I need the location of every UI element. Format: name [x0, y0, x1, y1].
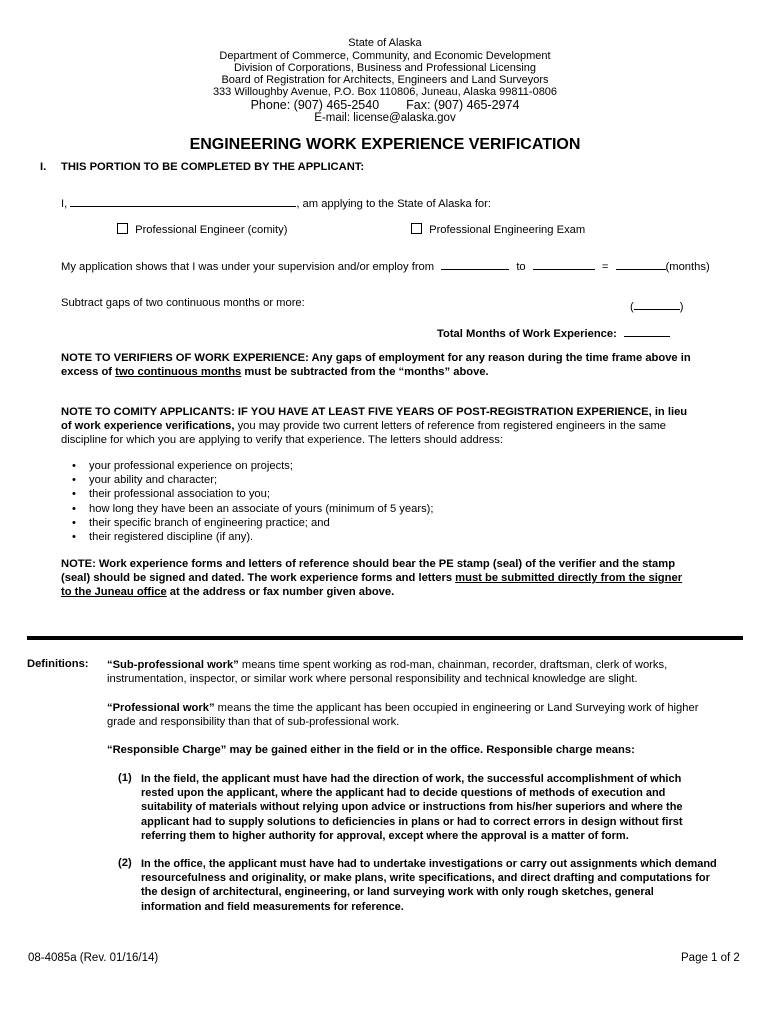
header-division: Division of Corporations, Business and Professional Licensing [233, 62, 537, 74]
def-item2-number: (2) [118, 857, 132, 869]
note-stamp [61, 557, 751, 600]
option-comity[interactable] [117, 223, 287, 236]
equals-label: = [601, 261, 609, 273]
note-comity-rest: you may provide two current letters of reference from registered engineers in the same [234, 420, 667, 433]
def-item1-line: In the field, the applicant must have had the direction of work, the successful accomplishment of which [141, 773, 682, 785]
header-department: Department of Commerce, Community, and Economic Development [219, 50, 551, 62]
def-subprofessional [107, 658, 743, 686]
paren-close: ) [679, 301, 684, 313]
note-stamp-text-end: at the address or fax number given above. [166, 586, 395, 599]
note-comity-line3: discipline for which you are applying to verify that experience. The letters should address: [61, 434, 503, 447]
def-prof-term: “Professional work” [107, 702, 215, 714]
def-responsible-heading: “Responsible Charge” may be gained either in the field or in the office. Responsible charge means: [107, 744, 635, 756]
section-heading: THIS PORTION TO BE COMPLETED BY THE APPLICANT: [61, 161, 365, 173]
header-phone: Phone: (907) 465-2540 [250, 98, 380, 112]
def-subprof-line1 [107, 658, 743, 672]
list-item: • their registered discipline (if any). [72, 530, 434, 544]
note-verifiers-text-end: must be subtracted from the “months” above. [241, 366, 489, 379]
def-prof-line2: grade and responsibility than that of sub-professional work. [107, 716, 400, 729]
def-subprof-line2: instrumentation, inspector, or similar work where personal responsibility and technical knowledge are slight. [107, 673, 638, 686]
from-date-field[interactable] [441, 257, 509, 270]
subtract-text: Subtract gaps of two continuous months or more: [61, 297, 305, 309]
supervision-line [61, 257, 710, 273]
def-item1-line: suitability of materials without relying upon advice or instructions from his/her superiors and where the [141, 801, 683, 814]
def-prof-text1: means the time the applicant has been occupied in engineering or Land Surveying work of higher [214, 702, 699, 714]
header-board: Board of Registration for Architects, Engineers and Land Surveyors [221, 74, 549, 86]
total-months-field[interactable] [624, 324, 670, 337]
form-number: 08-4085a (Rev. 01/16/14) [28, 952, 159, 964]
def-item2-line: information and field measurements for reference. [141, 900, 404, 913]
list-item: • your ability and character; [72, 473, 434, 487]
header-email: E-mail: license@alaska.gov [314, 112, 456, 124]
list-item: • their specific branch of engineering practice; and [72, 516, 434, 530]
def-item2-line: resourcefulness and originality, or make plans, write specifications, and direct drafting and computations for [141, 872, 710, 885]
def-item2-line: the design of architectural, engineering, or land surveying work with only rough sketches, general [141, 886, 654, 899]
section-number: I. [40, 161, 47, 173]
exam-label: Professional Engineering Exam [429, 224, 586, 236]
def-item2-line: In the office, the applicant must have had to undertake investigations or carry out assignments which demand [141, 858, 717, 870]
header-address: 333 Willoughby Avenue, P.O. Box 110806, Juneau, Alaska 99811-0806 [212, 86, 558, 98]
to-date-field[interactable] [533, 257, 595, 270]
total-line [437, 324, 670, 340]
def-item1-line: rested upon the applicant, where the applicant had to decide questions of methods of execution and [141, 787, 666, 800]
note-verifiers-text: excess of [61, 366, 116, 379]
def-item1-number: (1) [118, 772, 132, 784]
to-label: to [516, 261, 526, 273]
gaps-months-field[interactable] [634, 297, 680, 310]
note-stamp-underlined-2: to the Juneau office [61, 586, 167, 599]
applicant-line [61, 194, 491, 210]
note-verifiers-line1: NOTE TO VERIFIERS OF WORK EXPERIENCE: Any gaps of employment for any reason during the time frame above in [61, 352, 691, 364]
note-stamp-underlined: must be submitted directly from the signer [455, 572, 683, 585]
note-comity-line2 [61, 419, 751, 433]
exam-checkbox[interactable] [411, 223, 422, 234]
def-professional [107, 701, 743, 729]
def-prof-line1 [107, 701, 743, 715]
applicant-prefix: I, [61, 198, 68, 210]
def-item1 [141, 772, 743, 843]
comity-checkbox[interactable] [117, 223, 128, 234]
note-stamp-line2 [61, 571, 751, 585]
supervision-text: My application shows that I was under your supervision and/or employ from [61, 261, 435, 273]
letter-requirements-list [72, 459, 434, 544]
note-stamp-text: (seal) should be signed and dated. The work experience forms and letters [61, 572, 456, 585]
months-field[interactable] [616, 257, 666, 270]
page-number: Page 1 of 2 [681, 952, 740, 964]
note-comity-line1: NOTE TO COMITY APPLICANTS: IF YOU HAVE AT LEAST FIVE YEARS OF POST-REGISTRATION EXPERIENCE, in lieu [61, 406, 688, 418]
note-verifiers-line2 [61, 365, 741, 379]
header-fax: Fax: (907) 465-2974 [406, 98, 520, 112]
months-label: (months) [665, 261, 710, 273]
header-state: State of Alaska [348, 37, 422, 49]
note-comity [61, 405, 751, 448]
definitions-label: Definitions: [27, 658, 89, 670]
note-stamp-line1: NOTE: Work experience forms and letters of reference should bear the PE stamp (seal) of the verifier and the stamp [61, 558, 676, 570]
list-item: • your professional experience on projects; [72, 459, 434, 473]
option-exam[interactable] [411, 223, 585, 236]
def-item2 [141, 857, 743, 914]
def-subprof-term: “Sub-professional work” [107, 659, 239, 671]
note-stamp-line3 [61, 585, 751, 599]
list-item: • their professional association to you; [72, 487, 434, 501]
def-subprof-text1: means time spent working as rod-man, chainman, recorder, draftsman, clerk of works, [238, 659, 668, 671]
gaps-line [630, 297, 683, 313]
note-verifiers [61, 351, 741, 379]
header-contact [0, 98, 770, 112]
comity-label: Professional Engineer (comity) [135, 224, 288, 236]
def-item1-line: applicant had to supply solutions to deficiencies in plans or had to correct errors in design without first [141, 815, 683, 828]
applicant-name-field[interactable] [70, 194, 296, 207]
list-item: • how long they have been an associate of yours (minimum of 5 years); [72, 502, 434, 516]
page-title: ENGINEERING WORK EXPERIENCE VERIFICATION [189, 136, 581, 153]
def-item1-line: referring them to higher authority for approval, except where the approval is a matter of form. [141, 829, 629, 842]
note-comity-bold: of work experience verifications, [61, 420, 235, 433]
section-divider [27, 636, 743, 640]
applicant-suffix: , am applying to the State of Alaska for: [296, 198, 491, 210]
paren-open: ( [630, 301, 634, 313]
note-verifiers-underlined: two continuous months [115, 366, 242, 379]
total-label: Total Months of Work Experience: [437, 328, 617, 340]
